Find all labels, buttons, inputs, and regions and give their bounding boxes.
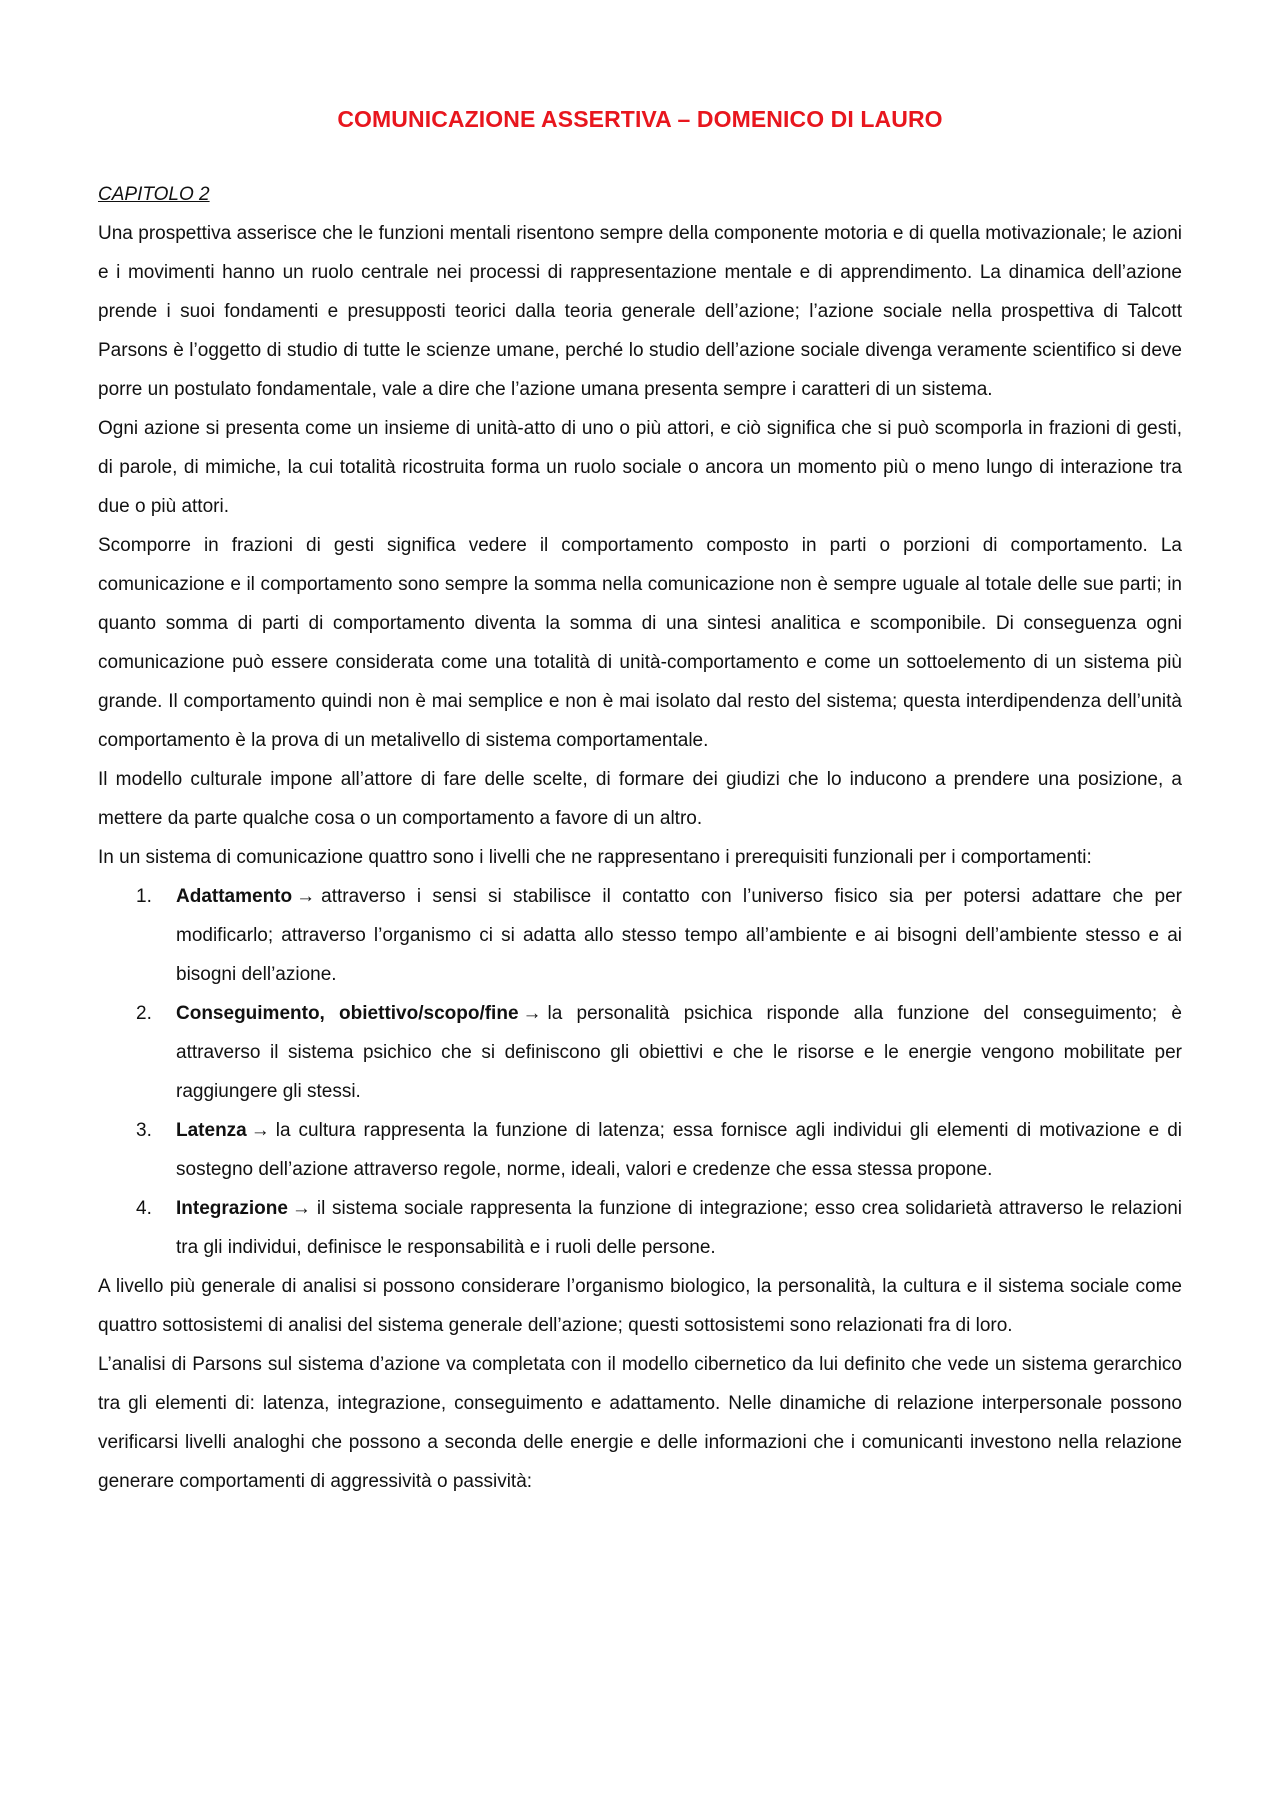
paragraph: A livello più generale di analisi si possono considerare l’organismo biologico, la personalità, la cultura e il sistema sociale come quattro sottosistemi di analisi del sistema generale dell’azione; questi sottosistemi sono relazionati fra di loro. (98, 1276, 1182, 1336)
chapter-heading: CAPITOLO 2 (98, 184, 210, 205)
list-item (136, 877, 1182, 994)
levels-list (98, 877, 1182, 1267)
level-text: attraverso i sensi si stabilisce il contatto con l’universo fisico sia per potersi adattare che per modificarlo; attraverso l’organismo ci si adatta allo stesso tempo all’ambiente e ai bisogni dell’ambiente stesso e ai bisogni dell’azione. (176, 886, 1182, 985)
arrow-right-icon: → (522, 1003, 542, 1024)
level-term: Adattamento (176, 886, 293, 907)
arrow-right-icon: → (296, 886, 316, 907)
list-item (136, 1189, 1182, 1267)
arrow-right-icon: → (250, 1120, 270, 1141)
list-item (136, 994, 1182, 1111)
list-number: 4. (136, 1198, 152, 1219)
paragraph: Una prospettiva asserisce che le funzioni mentali risentono sempre della componente motoria e di quella motivazionale; le azioni e i movimenti hanno un ruolo centrale nei processi di rappresentazione mentale e di apprendimento. La dinamica dell’azione prende i suoi fondamenti e presupposti teorici dalla teoria generale dell’azione; l’azione sociale nella prospettiva di Talcott Parsons è l’oggetto di studio di tutte le scienze umane, perché lo studio dell’azione sociale divenga veramente scientifico si deve porre un postulato fondamentale, vale a dire che l’azione umana presenta sempre i caratteri di un sistema. (98, 223, 1182, 400)
list-number: 3. (136, 1120, 152, 1141)
list-number: 2. (136, 1003, 152, 1024)
document-title: COMUNICAZIONE ASSERTIVA – DOMENICO DI LAURO (337, 106, 943, 132)
level-text: la personalità psichica risponde alla funzione del conseguimento; è attraverso il sistema psichico che si definiscono gli obiettivi e che le risorse e le energie vengono mobilitate per raggiungere gli stessi. (176, 1003, 1182, 1102)
level-term: Latenza (176, 1120, 247, 1141)
level-term: Integrazione (176, 1198, 288, 1219)
list-number: 1. (136, 886, 152, 907)
paragraph: Ogni azione si presenta come un insieme di unità-atto di uno o più attori, e ciò significa che si può scomporla in frazioni di gesti, di parole, di mimiche, la cui totalità ricostruita forma un ruolo sociale o ancora un momento più o meno lungo di interazione tra due o più attori. (98, 418, 1182, 517)
level-text: la cultura rappresenta la funzione di latenza; essa fornisce agli individui gli elementi di motivazione e di sostegno dell’azione attraverso regole, norme, ideali, valori e credenze che essa stessa propone. (176, 1120, 1182, 1180)
paragraph: Il modello culturale impone all’attore di fare delle scelte, di formare dei giudizi che lo inducono a prendere una posizione, a mettere da parte qualche cosa o un comportamento a favore di un altro. (98, 769, 1182, 829)
level-text: il sistema sociale rappresenta la funzione di integrazione; esso crea solidarietà attraverso le relazioni tra gli individui, definisce le responsabilità e i ruoli delle persone. (176, 1198, 1182, 1258)
paragraph: L’analisi di Parsons sul sistema d’azione va completata con il modello cibernetico da lui definito che vede un sistema gerarchico tra gli elementi di: latenza, integrazione, conseguimento e adattamento. Nelle dinamiche di relazione interpersonale possono verificarsi livelli analoghi che possono a seconda delle energie e delle informazioni che i comunicanti investono nella relazione generare comportamenti di aggressività o passività: (98, 1354, 1182, 1492)
list-item (136, 1111, 1182, 1189)
paragraph: In un sistema di comunicazione quattro sono i livelli che ne rappresentano i prerequisiti funzionali per i comportamenti: (98, 847, 1092, 868)
arrow-right-icon: → (291, 1198, 311, 1219)
level-term: Conseguimento, obiettivo/scopo/fine (176, 1003, 519, 1024)
paragraph: Scomporre in frazioni di gesti significa vedere il comportamento composto in parti o porzioni di comportamento. La comunicazione e il comportamento sono sempre la somma nella comunicazione non è sempre uguale al totale delle sue parti; in quanto somma di parti di comportamento diventa la somma di una sintesi analitica e scomponibile. Di conseguenza ogni comunicazione può essere considerata come una totalità di unità-comportamento e come un sottoelemento di un sistema più grande. Il comportamento quindi non è mai semplice e non è mai isolato dal resto del sistema; questa interdipendenza dell’unità comportamento è la prova di un metalivello di sistema comportamentale. (98, 535, 1182, 751)
